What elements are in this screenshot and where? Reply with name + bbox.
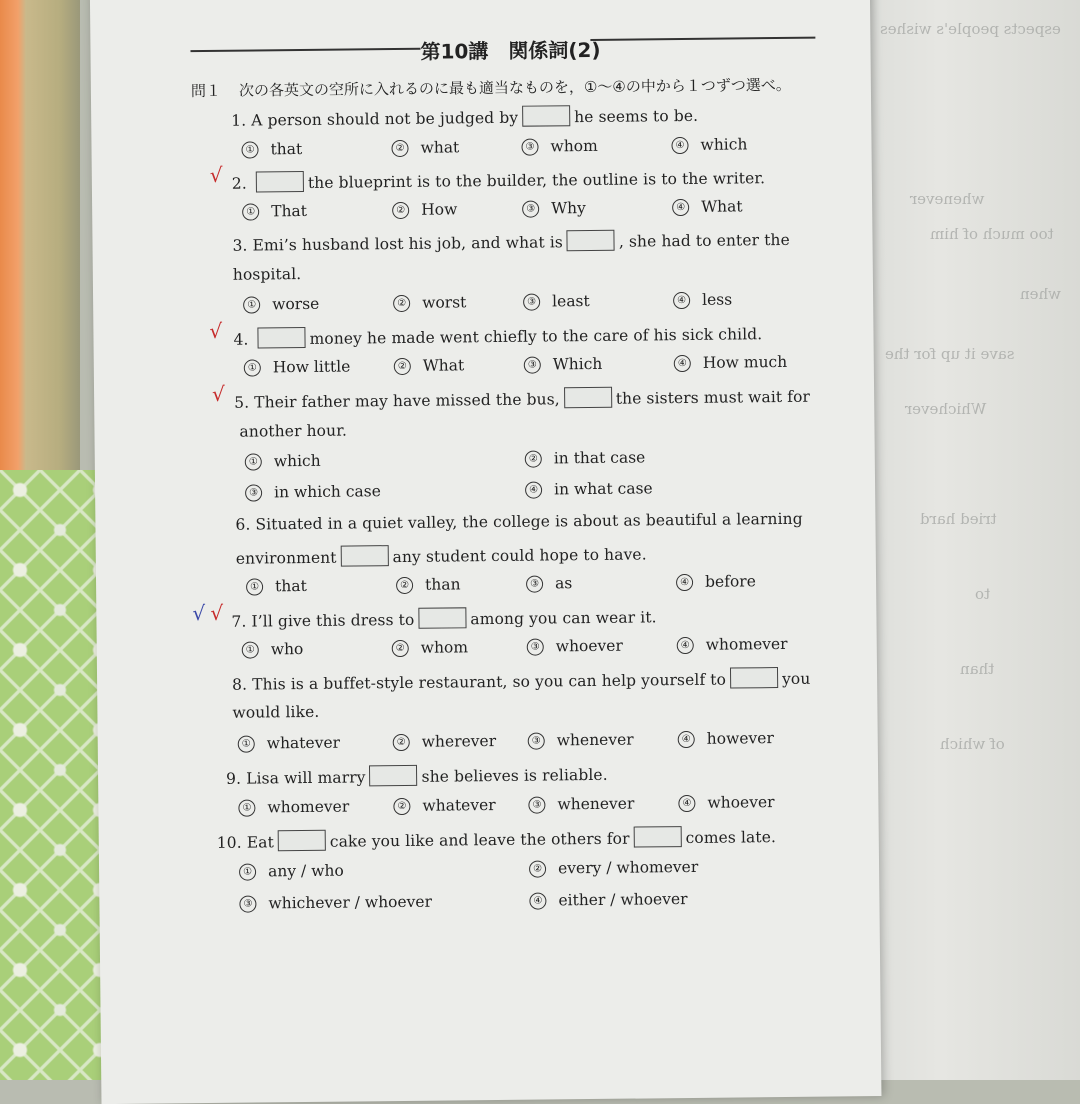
option-text: what [420,138,460,157]
answer-blank[interactable] [567,230,615,252]
option-3[interactable] [527,637,623,656]
option-mark: ② [393,734,410,751]
question-text: she believes is reliable. [421,765,608,786]
page-title: 第10講 関係詞(2) [420,37,601,64]
option-2[interactable] [393,732,497,751]
option-mark: ③ [528,796,545,813]
option-mark: ③ [522,201,539,218]
option-mark: ③ [524,357,541,374]
option-text: in which case [274,482,381,502]
option-mark: ② [393,295,410,312]
option-2[interactable] [396,575,461,594]
option-4[interactable] [677,635,788,654]
option-3[interactable] [521,137,597,156]
title-rule-left [190,48,420,52]
question-2 [232,166,765,193]
option-3[interactable] [245,482,381,501]
option-mark: ① [246,578,263,595]
option-text: How [421,200,458,219]
option-mark: ① [242,203,259,220]
option-3[interactable] [528,795,634,814]
option-2[interactable] [525,448,646,467]
question-6 [235,510,802,534]
option-1[interactable] [242,640,304,659]
show-through-text: to [975,585,991,603]
option-text: as [554,574,573,593]
option-mark: ② [392,202,409,219]
show-through-text: tried hard [920,510,997,528]
option-mark: ④ [529,892,546,909]
option-text: What [701,197,743,216]
instruction-text: 次の各英文の空所に入れるのに最も適当なものを，①～④の中から１つずつ選べ。 [238,75,791,100]
option-2[interactable] [393,293,466,312]
question-8 [232,667,810,694]
answer-blank[interactable] [564,387,612,409]
question-text: any student could hope to have. [392,545,647,567]
question-text: , she had to enter the [618,230,790,251]
option-text: worse [272,294,320,314]
answer-blank[interactable] [340,545,388,567]
option-text: who [270,640,304,659]
question-number: 4. [233,330,249,349]
question-number: 2. [231,174,247,193]
option-4[interactable] [678,793,774,812]
question-number: 問１ [190,81,222,101]
option-2[interactable] [394,356,465,375]
option-mark: ③ [526,576,543,593]
worksheet-page [90,0,882,1104]
option-text: any / who [267,861,344,881]
option-text: whatever [266,733,341,753]
question-text: the sisters must wait for [615,387,811,408]
option-mark: ② [529,860,546,877]
option-mark: ④ [678,731,695,748]
question-10 [217,825,776,852]
option-4[interactable] [529,890,687,910]
option-4[interactable] [676,572,756,591]
question-text: Their father may have missed the bus, [254,390,560,412]
check-mark: √ [209,162,223,187]
background-cloth [0,470,110,1080]
option-3[interactable] [524,355,603,374]
option-mark: ② [525,451,542,468]
facing-page [860,0,1080,1080]
question-text: I’ll give this dress to [251,610,415,631]
option-2[interactable] [393,796,495,815]
option-mark: ④ [676,574,693,591]
show-through-text: than [960,660,995,678]
question-3 [232,228,790,255]
question-text: This is a buffet-style restaurant, so you can help yourself to [252,670,727,694]
answer-blank[interactable] [369,765,417,787]
option-mark: ③ [528,732,545,749]
option-mark: ① [241,141,258,158]
option-text: That [271,201,308,221]
option-mark: ③ [527,638,544,655]
question-text: money he made went chiefly to the care of his sick child. [309,325,763,348]
option-1[interactable] [238,734,340,753]
option-text: What [422,356,465,375]
option-3[interactable] [239,893,432,913]
option-1[interactable] [246,577,307,596]
option-text: either / whoever [558,890,688,910]
question-text: the blueprint is to the builder, the outline is to the writer. [307,169,766,192]
option-text: whoever [555,636,623,656]
option-text: Why [551,199,586,218]
answer-blank[interactable] [257,327,305,349]
answer-blank[interactable] [256,171,304,193]
option-text: whom [420,638,469,657]
background-book-edge [0,0,80,500]
question-number: 3. [232,236,248,255]
option-3[interactable] [523,292,590,311]
option-text: wherever [421,732,497,751]
show-through-text: save it up for the [885,345,1015,363]
question-5-continued: another hour. [239,421,348,441]
question-text: Emi’s husband lost his job, and what is [252,233,563,255]
option-mark: ④ [671,137,688,154]
show-through-text: of which [940,735,1005,753]
option-text: whomever [267,797,350,817]
option-2[interactable] [529,858,698,878]
option-mark: ① [239,864,256,881]
option-text: that [270,140,303,159]
option-text: How much [702,352,788,372]
question-5 [234,385,810,412]
instruction [191,74,791,101]
option-text: whomever [705,634,788,654]
option-1[interactable] [239,862,344,881]
option-mark: ④ [677,637,694,654]
question-number: 7. [231,612,247,631]
option-mark: ① [244,359,261,376]
question-3-continued: hospital. [232,265,302,284]
option-text: Which [552,354,603,374]
option-text: however [706,729,774,748]
option-1[interactable] [243,295,319,314]
question-text: he seems to be. [574,106,699,127]
question-text: comes late. [685,828,777,848]
answer-blank[interactable] [418,607,466,629]
option-mark: ④ [674,355,691,372]
question-4 [233,322,762,349]
option-4[interactable] [678,729,774,748]
option-mark: ② [393,798,410,815]
option-mark: ④ [673,292,690,309]
question-6-line-2 [236,542,647,567]
option-mark: ③ [523,294,540,311]
option-text: worst [422,293,467,312]
option-mark: ① [242,641,259,658]
question-8-continued: would like. [232,702,320,722]
question-text: you [781,669,811,689]
option-2[interactable] [391,138,459,157]
option-4[interactable] [674,353,788,372]
question-text: cake you like and leave the others for [329,829,630,851]
option-2[interactable] [392,638,468,657]
option-text: least [552,291,590,311]
option-mark: ③ [239,896,256,913]
answer-blank[interactable] [730,667,778,689]
question-number: 9. [226,769,242,788]
question-number: 1. [231,111,247,130]
option-mark: ② [394,358,411,375]
question-number: 5. [234,393,250,412]
option-text: whenever [556,730,634,750]
option-mark: ② [391,140,408,157]
option-text: in that case [553,448,646,468]
answer-blank[interactable] [278,830,326,852]
option-text: whom [550,136,598,156]
option-4[interactable] [525,479,653,498]
question-number: 8. [232,675,248,694]
option-mark: ① [238,800,255,817]
show-through-text: espects people's wishes [880,20,1061,38]
question-1 [231,104,698,130]
show-through-text: whenever [910,190,985,208]
option-mark: ④ [678,795,695,812]
option-1[interactable] [245,452,321,471]
option-text: whatever [422,796,496,815]
question-number: 10. [216,833,242,852]
option-text: less [702,290,733,309]
option-2[interactable] [392,200,457,219]
answer-blank[interactable] [522,105,570,127]
check-mark: √ [211,381,225,406]
option-text: which [273,451,321,471]
question-number: 6. [235,515,251,534]
option-mark: ③ [521,139,538,156]
option-text: in what case [554,479,653,499]
option-text: than [424,575,461,594]
option-mark: ① [238,736,255,753]
option-mark: ② [392,640,409,657]
option-1[interactable] [241,140,302,159]
check-mark: √ [209,318,223,343]
show-through-text: when [1020,285,1062,303]
option-text: whichever / whoever [268,892,433,913]
option-mark: ① [243,296,260,313]
option-text: which [700,135,748,154]
option-mark: ④ [672,199,689,216]
check-mark: √ [192,601,206,626]
question-text: environment [235,548,337,568]
option-text: whoever [707,793,775,812]
option-mark: ① [245,453,262,470]
option-3[interactable] [522,199,586,218]
show-through-text: too much of him [930,225,1054,243]
question-text: Eat [246,833,274,852]
question-7 [231,605,656,630]
option-mark: ④ [525,482,542,499]
option-1[interactable] [238,798,349,817]
answer-blank[interactable] [633,826,681,848]
option-3[interactable] [526,574,572,592]
option-text: before [704,572,756,591]
option-text: whenever [557,794,635,814]
option-3[interactable] [528,731,634,750]
option-4[interactable] [671,135,747,154]
question-text: among you can wear it. [470,608,657,629]
option-text: every / whomever [557,857,699,878]
option-text: that [275,576,307,596]
option-mark: ② [396,577,413,594]
question-9 [226,763,608,788]
option-text: How little [272,357,351,377]
question-text: A person should not be judged by [251,108,519,130]
option-4[interactable] [673,291,732,310]
show-through-text: Whichever [905,400,987,418]
option-1[interactable] [244,358,351,377]
title-rule-right [590,37,815,41]
option-mark: ③ [245,484,262,501]
check-mark: √ [210,600,224,625]
question-text: Lisa will marry [246,768,366,788]
option-4[interactable] [672,197,743,216]
question-text: Situated in a quiet valley, the college is about as beautiful a learning [255,509,803,534]
option-1[interactable] [242,202,307,221]
